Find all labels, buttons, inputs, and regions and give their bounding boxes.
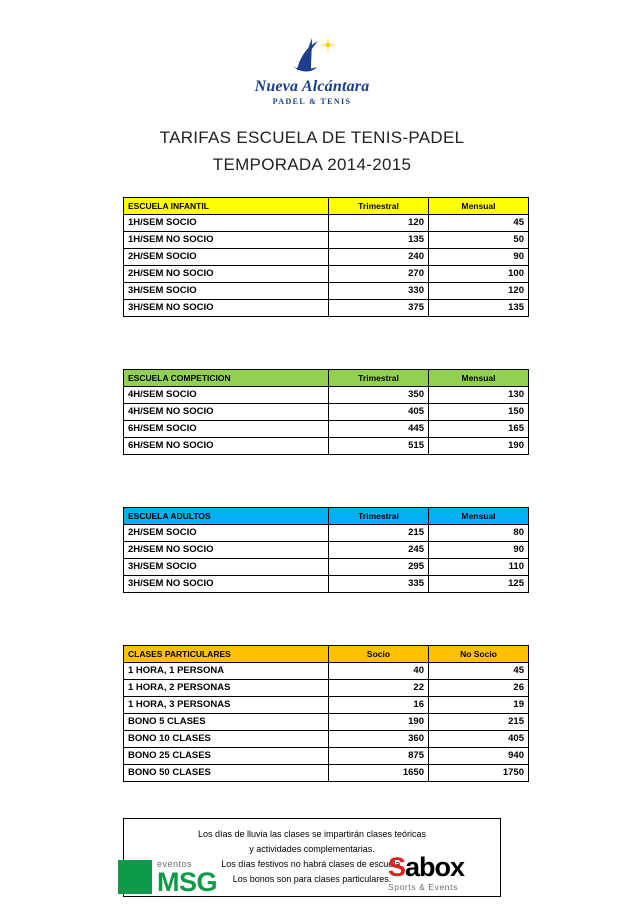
cell-value: 875 xyxy=(329,747,429,764)
cell-value: 330 xyxy=(329,282,429,299)
row-label: 1H/SEM NO SOCIO xyxy=(124,231,329,248)
cell-value: 45 xyxy=(429,662,529,679)
cell-value: 190 xyxy=(429,437,529,454)
cell-value: 19 xyxy=(429,696,529,713)
cell-value: 100 xyxy=(429,265,529,282)
row-label: BONO 50 CLASES xyxy=(124,764,329,781)
sponsor-footer xyxy=(0,846,624,897)
cell-value: 40 xyxy=(329,662,429,679)
table-row xyxy=(124,248,529,265)
column-header: ESCUELA ADULTOS xyxy=(124,507,329,524)
msg-eventos-logo xyxy=(118,858,218,897)
table-row xyxy=(124,713,529,730)
table-row xyxy=(124,662,529,679)
table-row xyxy=(124,437,529,454)
table-row xyxy=(124,403,529,420)
table-row xyxy=(124,575,529,592)
row-label: 3H/SEM NO SOCIO xyxy=(124,575,329,592)
cell-value: 240 xyxy=(329,248,429,265)
table-row xyxy=(124,282,529,299)
table-escuela-competicion xyxy=(123,369,524,455)
cell-value: 165 xyxy=(429,420,529,437)
row-label: 4H/SEM SOCIO xyxy=(124,386,329,403)
table-row xyxy=(124,524,529,541)
row-label: 2H/SEM NO SOCIO xyxy=(124,541,329,558)
cell-value: 150 xyxy=(429,403,529,420)
row-label: 4H/SEM NO SOCIO xyxy=(124,403,329,420)
cell-value: 135 xyxy=(429,299,529,316)
cell-value: 90 xyxy=(429,248,529,265)
sabox-wordmark xyxy=(388,852,465,883)
column-header: Trimestral xyxy=(329,197,429,214)
column-header: ESCUELA COMPETICION xyxy=(124,369,329,386)
msg-square-icon xyxy=(118,860,152,894)
cell-value: 120 xyxy=(429,282,529,299)
cell-value: 90 xyxy=(429,541,529,558)
row-label: BONO 10 CLASES xyxy=(124,730,329,747)
sabox-tagline: Sports & Events xyxy=(388,882,458,892)
row-label: 6H/SEM NO SOCIO xyxy=(124,437,329,454)
row-label: BONO 5 CLASES xyxy=(124,713,329,730)
row-label: 2H/SEM NO SOCIO xyxy=(124,265,329,282)
cell-value: 270 xyxy=(329,265,429,282)
table-row xyxy=(124,231,529,248)
sabox-logo xyxy=(388,852,465,892)
note-line: Los días de lluvia las clases se impartirán clases teóricas xyxy=(197,828,427,839)
document-page xyxy=(0,34,624,916)
note-line: Los bonos son para clases particulares. xyxy=(232,873,392,884)
table-escuela-infantil xyxy=(123,197,524,317)
cell-value: 215 xyxy=(329,524,429,541)
column-header: Mensual xyxy=(429,369,529,386)
cell-value: 245 xyxy=(329,541,429,558)
cell-value: 375 xyxy=(329,299,429,316)
cell-value: 190 xyxy=(329,713,429,730)
cell-value: 360 xyxy=(329,730,429,747)
table-row xyxy=(124,747,529,764)
table-row xyxy=(124,386,529,403)
column-header: Trimestral xyxy=(329,369,429,386)
row-label: 6H/SEM SOCIO xyxy=(124,420,329,437)
table-header-row xyxy=(124,507,529,524)
table-row xyxy=(124,764,529,781)
cell-value: 940 xyxy=(429,747,529,764)
logo-name: Nueva Alcántara xyxy=(254,78,370,95)
cell-value: 125 xyxy=(429,575,529,592)
row-label: BONO 25 CLASES xyxy=(124,747,329,764)
column-header: No Socio xyxy=(429,645,529,662)
msg-eyebrow: eventos xyxy=(157,858,193,869)
table-header-row xyxy=(124,369,529,386)
table-row xyxy=(124,541,529,558)
sabox-rest: abox xyxy=(405,852,465,883)
table-escuela-adultos xyxy=(123,507,524,593)
table-row xyxy=(124,558,529,575)
sabox-initial: S xyxy=(388,852,406,883)
row-label: 2H/SEM SOCIO xyxy=(124,248,329,265)
cell-value: 215 xyxy=(429,713,529,730)
cell-value: 120 xyxy=(329,214,429,231)
row-label: 1 HORA, 1 PERSONA xyxy=(124,662,329,679)
row-label: 1 HORA, 3 PERSONAS xyxy=(124,696,329,713)
table-header-row xyxy=(124,197,529,214)
table-row xyxy=(124,730,529,747)
cell-value: 50 xyxy=(429,231,529,248)
cell-value: 16 xyxy=(329,696,429,713)
table-row xyxy=(124,299,529,316)
cell-value: 335 xyxy=(329,575,429,592)
row-label: 3H/SEM SOCIO xyxy=(124,282,329,299)
cell-value: 405 xyxy=(329,403,429,420)
note-line: y actividades complementarias. xyxy=(249,843,375,854)
table-row xyxy=(124,214,529,231)
table-row xyxy=(124,265,529,282)
table-clases-particulares xyxy=(123,645,524,782)
table-header-row xyxy=(124,645,529,662)
cell-value: 130 xyxy=(429,386,529,403)
note-line: Los días festivos no habrá clases de escuela. xyxy=(221,858,403,869)
msg-wordmark: MSG xyxy=(157,866,218,897)
cell-value: 22 xyxy=(329,679,429,696)
cell-value: 405 xyxy=(429,730,529,747)
page-subtitle: TEMPORADA 2014-2015 xyxy=(212,154,412,174)
cell-value: 1750 xyxy=(429,764,529,781)
row-label: 3H/SEM SOCIO xyxy=(124,558,329,575)
column-header: Mensual xyxy=(429,197,529,214)
column-header: CLASES PARTICULARES xyxy=(124,645,329,662)
row-label: 1 HORA, 2 PERSONAS xyxy=(124,679,329,696)
cell-value: 110 xyxy=(429,558,529,575)
cell-value: 445 xyxy=(329,420,429,437)
row-label: 3H/SEM NO SOCIO xyxy=(124,299,329,316)
page-title: TARIFAS ESCUELA DE TENIS-PADEL xyxy=(159,127,465,147)
cell-value: 26 xyxy=(429,679,529,696)
column-header: Trimestral xyxy=(329,507,429,524)
cell-value: 45 xyxy=(429,214,529,231)
cell-value: 350 xyxy=(329,386,429,403)
column-header: ESCUELA INFANTIL xyxy=(124,197,329,214)
row-label: 2H/SEM SOCIO xyxy=(124,524,329,541)
cell-value: 515 xyxy=(329,437,429,454)
cell-value: 295 xyxy=(329,558,429,575)
column-header: Socio xyxy=(329,645,429,662)
logo-subtitle: PADEL & TENIS xyxy=(272,96,352,106)
table-row xyxy=(124,420,529,437)
table-row xyxy=(124,696,529,713)
table-row xyxy=(124,679,529,696)
column-header: Mensual xyxy=(429,507,529,524)
sail-swoosh-icon xyxy=(217,34,407,76)
cell-value: 135 xyxy=(329,231,429,248)
club-logo xyxy=(217,34,407,106)
cell-value: 80 xyxy=(429,524,529,541)
row-label: 1H/SEM SOCIO xyxy=(124,214,329,231)
cell-value: 1650 xyxy=(329,764,429,781)
